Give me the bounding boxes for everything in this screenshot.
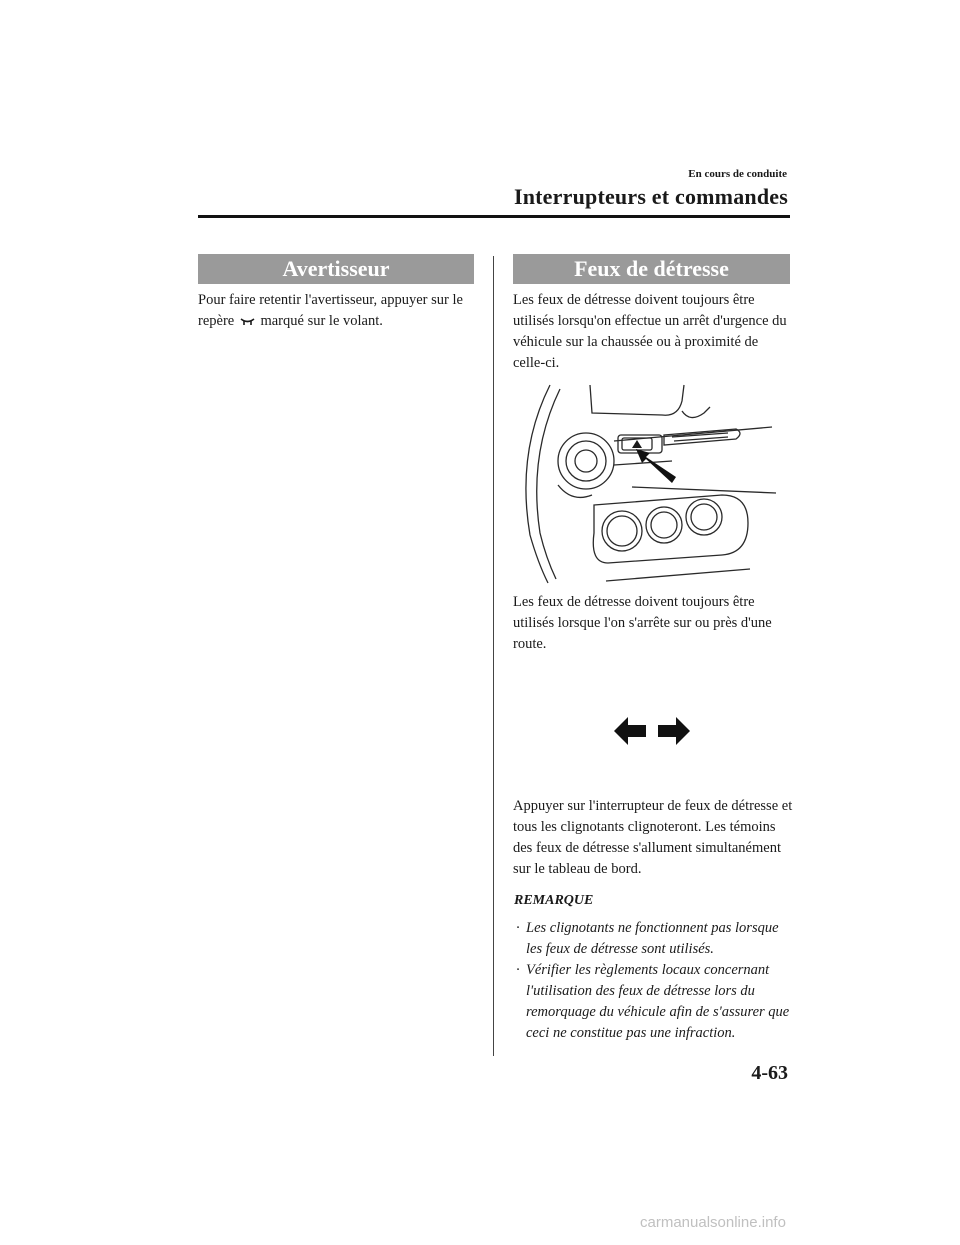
- horn-icon: [240, 317, 255, 327]
- note-title: REMARQUE: [514, 893, 594, 908]
- hazard-paragraph-3: Appuyer sur l'interrupteur de feux de détresse et tous les clignotants clignoteront. Les témoins des feux de détresse s'allument simultanément sur le tableau de bord.: [513, 798, 793, 877]
- column-divider: [493, 256, 494, 1056]
- hazard-turn-arrows-icon: [612, 714, 692, 748]
- note-list: [514, 918, 794, 1044]
- heading-avertisseur: Avertisseur: [198, 254, 474, 284]
- horn-text-before: Pour faire retentir l'avertisseur, appuyer sur le repère: [198, 292, 463, 329]
- header-rule: [198, 215, 790, 218]
- note-item: · Les clignotants ne fonctionnent pas lorsque les feux de détresse sont utilisés.: [516, 920, 779, 957]
- section-kicker: En cours de conduite: [688, 168, 787, 180]
- watermark: carmanualsonline.info: [640, 1214, 786, 1231]
- hazard-paragraph-1: Les feux de détresse doivent toujours être utilisés lorsqu'on effectue un arrêt d'urgence du véhicule sur la chaussée ou à proximité de celle-ci.: [513, 292, 787, 371]
- hazard-paragraph-2: Les feux de détresse doivent toujours être utilisés lorsque l'on s'arrête sur ou près d'une route.: [513, 594, 772, 652]
- note-item: · Vérifier les règlements locaux concernant l'utilisation des feux de détresse lors du remorquage du véhicule afin de s'assurer que ceci ne constitue pas une infraction.: [516, 962, 790, 1041]
- horn-instructions: [198, 290, 478, 332]
- heading-feux-detresse: Feux de détresse: [513, 254, 790, 284]
- page-title: Interrupteurs et commandes: [513, 184, 788, 209]
- dashboard-illustration: [512, 383, 777, 585]
- horn-text-after: marqué sur le volant.: [260, 313, 383, 329]
- page-number: 4-63: [751, 1062, 788, 1084]
